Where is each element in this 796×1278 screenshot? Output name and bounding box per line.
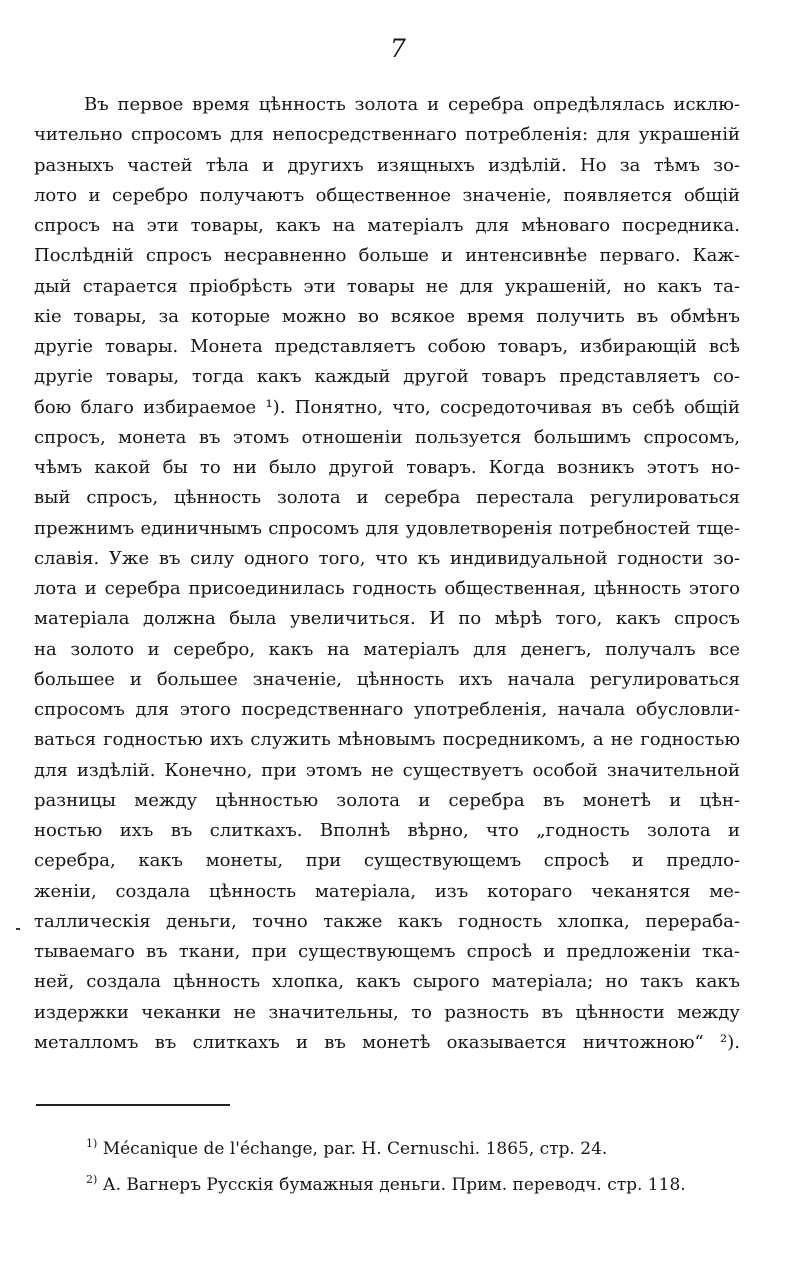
paragraph-line: лото и серебро получаютъ общественное значеніе, появляется общій bbox=[34, 184, 740, 206]
paragraph-line: лота и серебра присоединилась годность общественная, цѣнность этого bbox=[34, 578, 740, 599]
paragraph-line: спросомъ для этого посредственнаго употребленія, начала обусловли- bbox=[34, 699, 740, 720]
footnote-text: Mécanique de l'échange, par. H. Cernuschi. 1865, стр. 24. bbox=[102, 1139, 608, 1159]
footnote-1 bbox=[86, 1126, 746, 1162]
paragraph-line: серебра, какъ монеты, при существующемъ спросѣ и предло- bbox=[34, 850, 740, 872]
paragraph-line: бою благо избираемое ¹). Понятно, что, сосредоточивая въ себѣ общій bbox=[34, 396, 740, 418]
printing-mark bbox=[16, 928, 20, 930]
paragraph-line: ностью ихъ въ слиткахъ. Вполнѣ вѣрно, что „годность золота и bbox=[34, 820, 740, 841]
paragraph-line: металломъ въ слиткахъ и въ монетѣ оказывается ничтожною“ ²). bbox=[34, 1031, 740, 1053]
paragraph-line: Въ первое время цѣнность золота и серебра опредѣлялась исклю- bbox=[84, 94, 740, 115]
page-number: 7 bbox=[390, 34, 406, 63]
paragraph-line: Послѣдній спросъ несравненно больше и интенсивнѣе перваго. Каж- bbox=[34, 245, 740, 267]
paragraph-line: прежнимъ единичнымъ спросомъ для удовлетворенія потребностей тще- bbox=[34, 517, 740, 539]
paragraph-line: славія. Уже въ силу одного того, что къ индивидуальной годности зо- bbox=[34, 547, 740, 569]
paragraph-line: спросъ, монета въ этомъ отношеніи пользуется большимъ спросомъ, bbox=[34, 426, 740, 448]
footnote-text: А. Вагнеръ Русскія бумажныя деньги. Прим. переводч. стр. 118. bbox=[102, 1175, 686, 1195]
paragraph-line: на золото и серебро, какъ на матеріалъ для денегъ, получалъ все bbox=[34, 638, 740, 660]
paragraph-line: разныхъ частей тѣла и другихъ изящныхъ издѣлій. Но за тѣмъ зо- bbox=[34, 154, 740, 176]
paragraph-line: чѣмъ какой бы то ни было другой товаръ. Когда возникъ этотъ но- bbox=[34, 457, 740, 478]
footnote-mark: 1) bbox=[86, 1137, 98, 1150]
paragraph-line: ней, создала цѣнность хлопка, какъ сырого матеріала; но такъ какъ bbox=[34, 971, 740, 993]
paragraph-line: другіе товары, тогда какъ каждый другой товаръ представляетъ со- bbox=[34, 366, 740, 388]
paragraph-line: женіи, создала цѣнность матеріала, изъ котораго чеканятся ме- bbox=[34, 880, 740, 902]
footnotes bbox=[86, 1126, 746, 1198]
paragraph-line: издержки чеканки не значительны, то разность въ цѣнности между bbox=[34, 1001, 740, 1023]
paragraph-line: большее и большее значеніе, цѣнность ихъ начала регулироваться bbox=[34, 668, 740, 690]
paragraph-line: вый спросъ, цѣнность золота и серебра перестала регулироваться bbox=[34, 487, 740, 509]
footnote-mark: 2) bbox=[86, 1173, 98, 1186]
paragraph-line: спросъ на эти товары, какъ на матеріалъ для мѣноваго посредника. bbox=[34, 215, 740, 236]
footnote-separator bbox=[36, 1104, 230, 1106]
paragraph-line: для издѣлій. Конечно, при этомъ не существуетъ особой значительной bbox=[34, 759, 740, 781]
main-paragraph bbox=[34, 90, 740, 1058]
paragraph-line: таллическія деньги, точно также какъ годность хлопка, перераба- bbox=[34, 910, 740, 932]
paragraph-line: разницы между цѣнностью золота и серебра въ монетѣ и цѣн- bbox=[34, 789, 740, 811]
footnote-2 bbox=[86, 1162, 746, 1198]
paragraph-line: матеріала должна была увеличиться. И по мѣрѣ того, какъ спросъ bbox=[34, 608, 740, 630]
paragraph-line: дый старается пріобрѣсть эти товары не для украшеній, но какъ та- bbox=[34, 275, 740, 297]
paragraph-line: чительно спросомъ для непосредственнаго потребленія: для украшеній bbox=[34, 124, 740, 146]
paragraph-line: ваться годностью ихъ служить мѣновымъ посредникомъ, а не годностью bbox=[34, 729, 740, 751]
paragraph-line: другіе товары. Монета представляетъ собою товаръ, избирающій всѣ bbox=[34, 336, 740, 357]
paragraph-line: кіе товары, за которые можно во всякое время получить въ обмѣнъ bbox=[34, 305, 740, 327]
paragraph-line: тываемаго въ ткани, при существующемъ спросѣ и предложеніи тка- bbox=[34, 941, 740, 962]
